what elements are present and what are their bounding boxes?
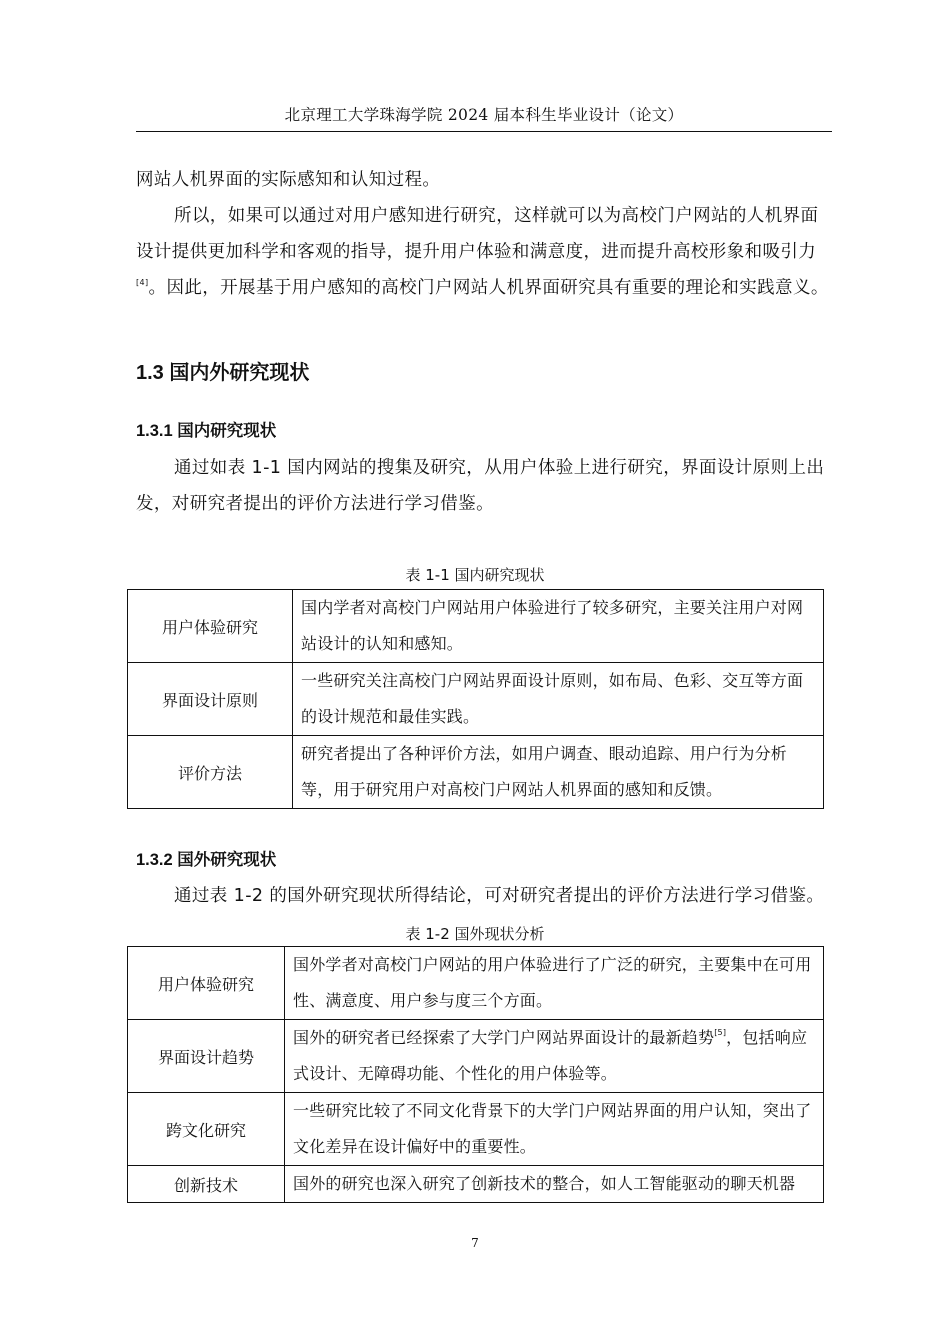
- table-row: [128, 1093, 824, 1166]
- citation-ref: [4]: [136, 278, 149, 287]
- section-heading-1-3: 1.3 国内外研究现状: [136, 362, 310, 384]
- table-domestic-research: [127, 589, 824, 809]
- table-value-cell: 一些研究关注高校门户网站界面设计原则，如布局、色彩、交互等方面的设计规范和最佳实践。: [293, 663, 824, 736]
- table-row: [128, 590, 824, 663]
- cell-text: 国外的研究者已经探索了大学门户网站界面设计的最新趋势: [293, 1028, 715, 1047]
- page-number: 7: [471, 1236, 479, 1250]
- table-key-cell: 用户体验研究: [128, 590, 293, 663]
- citation-ref: [5]: [714, 1028, 727, 1037]
- table-row: [128, 947, 824, 1020]
- table-caption-1-1: 表 1-1 国内研究现状: [405, 566, 545, 584]
- paragraph-significance: [136, 198, 836, 306]
- table-key-cell: 评价方法: [128, 736, 293, 809]
- running-header: 北京理工大学珠海学院 2024 届本科生毕业设计（论文）: [284, 106, 684, 124]
- header-divider: [136, 131, 832, 132]
- paragraph-text: 。因此，开展基于用户感知的高校门户网站人机界面研究具有重要的理论和实践意义。: [148, 278, 829, 298]
- paragraph-text: 所以，如果可以通过对用户感知进行研究，这样就可以为高校门户网站的人机界面设计提供更加科学和客观的指导，提升用户体验和满意度，进而提升高校形象和吸引力: [136, 206, 819, 262]
- cell-text: ，包括响应式设计、无障碍功能、个性化的用户体验等。: [293, 1028, 808, 1083]
- table-value-cell: 国内学者对高校门户网站用户体验进行了较多研究，主要关注用户对网站设计的认知和感知。: [293, 590, 824, 663]
- table-key-cell: 界面设计原则: [128, 663, 293, 736]
- table-caption-1-2: 表 1-2 国外现状分析: [405, 925, 545, 943]
- table-row: [128, 1020, 824, 1093]
- table-key-cell: 用户体验研究: [128, 947, 285, 1020]
- table-row: [128, 663, 824, 736]
- table-key-cell: 跨文化研究: [128, 1093, 285, 1166]
- table-key-cell: 创新技术: [128, 1166, 285, 1203]
- table-value-cell: 一些研究比较了不同文化背景下的大学门户网站界面的用户认知，突出了文化差异在设计偏好中的重要性。: [285, 1093, 824, 1166]
- paragraph-foreign-intro: 通过表 1-2 的国外研究现状所得结论，可对研究者提出的评价方法进行学习借鉴。: [174, 886, 825, 906]
- table-key-cell: 界面设计趋势: [128, 1020, 285, 1093]
- table-value-cell: [285, 1020, 824, 1093]
- section-heading-1-3-1: 1.3.1 国内研究现状: [136, 422, 277, 440]
- section-heading-1-3-2: 1.3.2 国外研究现状: [136, 851, 277, 869]
- table-value-cell: 国外的研究也深入研究了创新技术的整合，如人工智能驱动的聊天机器: [285, 1166, 824, 1203]
- paragraph-continuation: 网站人机界面的实际感知和认知过程。: [136, 170, 441, 190]
- table-row: [128, 1166, 824, 1203]
- table-row: [128, 736, 824, 809]
- table-value-cell: 研究者提出了各种评价方法，如用户调查、眼动追踪、用户行为分析等，用于研究用户对高校门户网站人机界面的感知和反馈。: [293, 736, 824, 809]
- table-value-cell: 国外学者对高校门户网站的用户体验进行了广泛的研究，主要集中在可用性、满意度、用户参与度三个方面。: [285, 947, 824, 1020]
- paragraph-domestic-intro: 通过如表 1-1 国内网站的搜集及研究，从用户体验上进行研究，界面设计原则上出发，对研究者提出的评价方法进行学习借鉴。: [136, 458, 825, 514]
- table-foreign-research: [127, 946, 824, 1203]
